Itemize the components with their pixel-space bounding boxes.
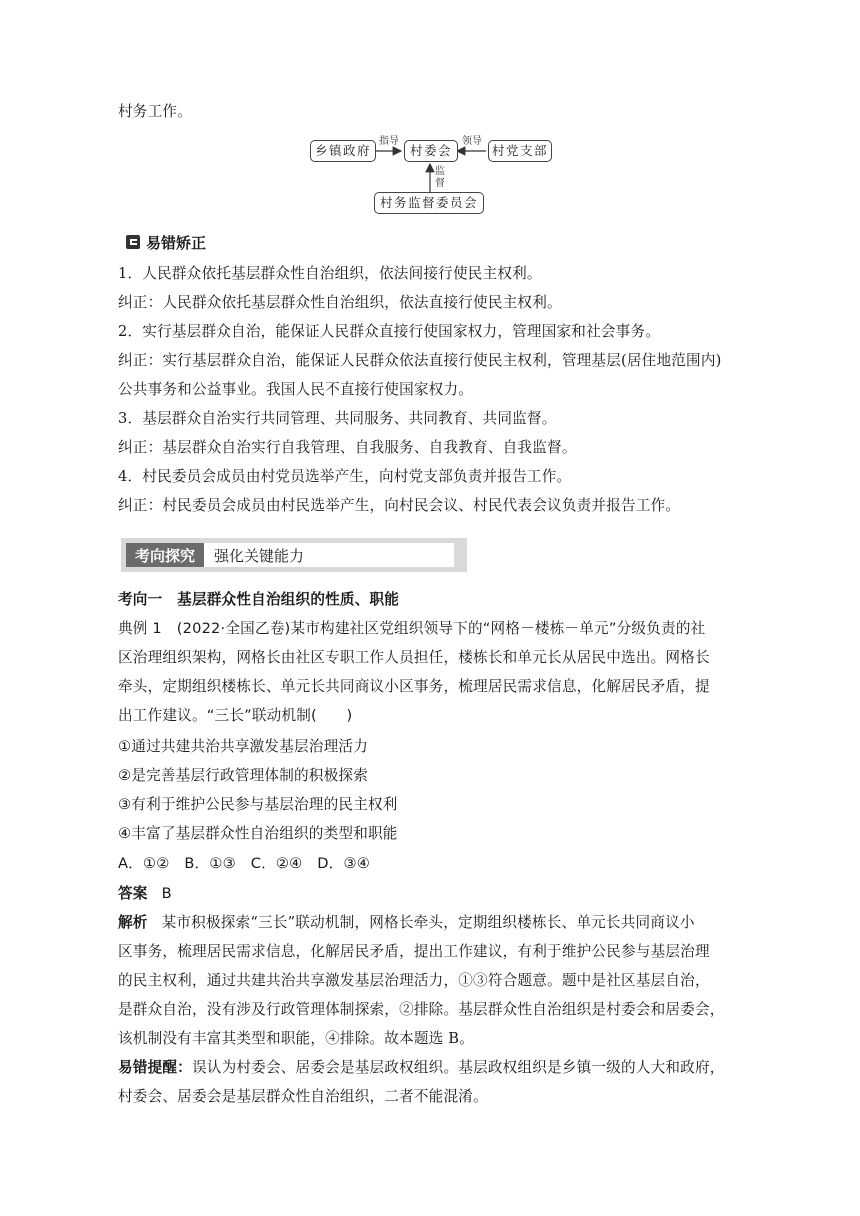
correction-line: 2．实行基层群众自治，能保证人民群众直接行使国家权力，管理国家和社会事务。 [118,323,661,340]
answer-choices: A．①② B．①③ C．②④ D．③④ [118,855,371,872]
intro-tail-text: 村务工作。 [118,103,192,120]
arrow-supervise-label-1: 监 [435,166,445,177]
box-village-party-branch: 村党支部 [488,140,552,162]
analysis-line: 某市积极探索“三长”联动机制，网格长牵头，定期组织楼栋长、单元长共同商议小 [161,914,695,931]
correction-line: 纠正：人民群众依托基层群众性自治组织，依法直接行使民主权利。 [118,294,562,311]
box-township-government: 乡镇政府 [310,140,376,162]
example-line: 典例 1 (2022·全国乙卷)某市构建社区党组织领导下的“网格－楼栋－单元”分级负责的社 [118,620,706,637]
option-3: ③有利于维护公民参与基层治理的民主权利 [118,796,398,813]
option-2: ②是完善基层行政管理体制的积极探索 [118,767,368,784]
analysis-line: 区事务，梳理居民需求信息，化解居民矛盾，提出工作建议，有利于维护公民参与基层治理 [118,943,710,960]
correction-line: 纠正：基层群众自治实行自我管理、自我服务、自我教育、自我监督。 [118,439,577,456]
analysis-label: 解析 [118,914,148,931]
village-organization-diagram [300,130,560,216]
example-line: 出工作建议。“三长”联动机制( ) [118,707,353,724]
tip-first-row [118,1058,748,1078]
section-marker-icon [126,235,140,249]
exploration-banner [121,538,467,572]
direction-title: 考向一 基层群众性自治组织的性质、职能 [118,591,400,608]
answer-label: 答案 [118,885,148,902]
arrow-guide-label: 指导 [379,136,399,147]
correction-line: 纠正：村民委员会成员由村民选举产生，向村民会议、村民代表会议负责并报告工作。 [118,497,681,514]
correction-line: 3．基层群众自治实行共同管理、共同服务、共同教育、共同监督。 [118,410,557,427]
correction-section-title: 易错矫正 [146,233,207,252]
tip-label: 易错提醒： [118,1059,192,1076]
example-line: 牵头，定期组织楼栋长、单元长共同商议小区事务，梳理居民需求信息，化解居民矛盾，提 [118,678,710,695]
arrow-supervise-label-2: 督 [435,178,445,189]
correction-line: 公共事务和公益事业。我国人民不直接行使国家权力。 [118,381,474,398]
tip-line: 误认为村委会、居委会是基层政权组织。基层政权组织是乡镇一级的人大和政府， [191,1059,725,1076]
correction-line: 1．人民群众依托基层群众性自治组织，依法间接行使民主权利。 [118,265,542,282]
box-supervision-committee: 村务监督委员会 [374,192,484,214]
banner-label-left: 考向探究 [126,543,204,567]
analysis-line: 是群众自治，没有涉及行政管理体制探索，②排除。基层群众性自治组织是村委会和居委会， [118,1001,725,1018]
correction-section-header [126,232,206,252]
arrow-lead-label: 领导 [462,136,482,147]
answer-row [118,884,748,904]
analysis-line: 该机制没有丰富其类型和职能，④排除。故本题选 B。 [118,1030,475,1047]
analysis-first-row [118,913,748,933]
option-4: ④丰富了基层群众性自治组织的类型和职能 [118,825,398,842]
option-1: ①通过共建共治共享激发基层治理活力 [118,738,368,755]
example-line: 区治理组织架构，网格长由社区专职工作人员担任，楼栋长和单元长从居民中选出。网格长 [118,649,710,666]
box-village-committee: 村委会 [404,140,458,162]
analysis-line: 的民主权利，通过共建共治共享激发基层治理活力，①③符合题意。题中是社区基层自治， [118,972,710,989]
banner-label-right: 强化关键能力 [204,543,454,567]
tip-line: 村委会、居委会是基层群众性自治组织，二者不能混淆。 [118,1088,488,1105]
correction-line: 4．村民委员会成员由村党员选举产生，向村党支部负责并报告工作。 [118,468,572,485]
correction-line: 纠正：实行基层群众自治，能保证人民群众依法直接行使民主权利，管理基层(居住地范围内) [118,352,722,369]
answer-value: B [161,885,172,902]
